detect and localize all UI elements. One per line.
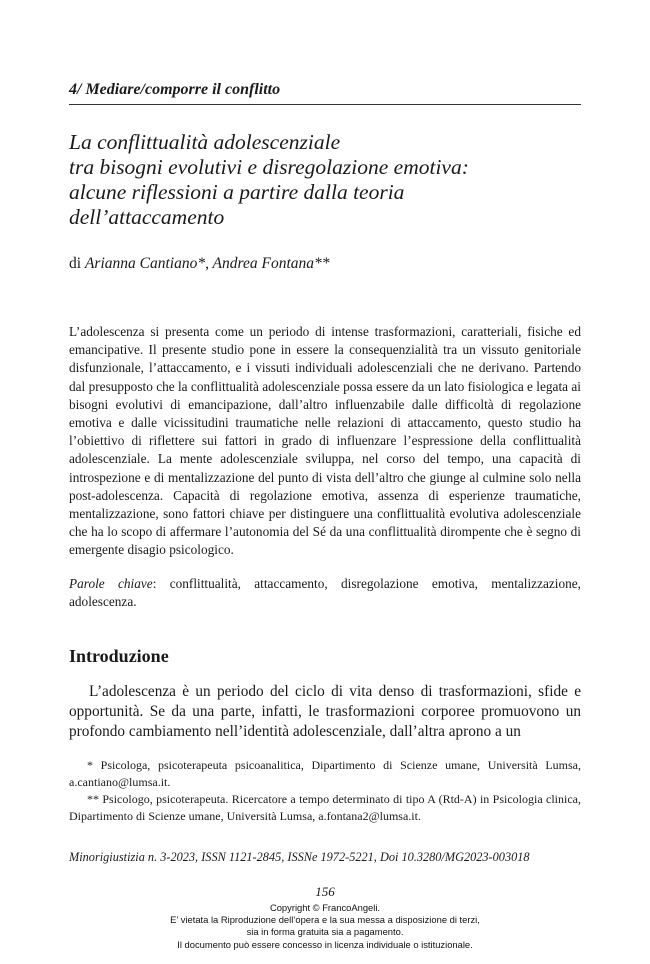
- author-names: Arianna Cantiano*, Andrea Fontana**: [84, 255, 330, 272]
- footnote: * Psicologa, psicoterapeuta psicoanalitica, Dipartimento di Scienze umane, Università Lumsa, a.cantiano@lumsa.it.: [69, 758, 581, 789]
- keywords-label: Parole chiave: [69, 576, 153, 591]
- authors-line: [69, 254, 581, 274]
- title-line: alcune riflessioni a partire dalla teoria: [69, 180, 405, 204]
- footnote: ** Psicologo, psicoterapeuta. Ricercatore a tempo determinato di tipo A (Rtd-A) in Psicologia clinica, Dipartimento di Scienze umane, Università Lumsa, a.fontana2@lumsa.it.: [69, 792, 581, 823]
- title-line: La conflittualità adolescenziale: [69, 130, 341, 154]
- section-header: 4/ Mediare/comporre il conflitto: [69, 81, 281, 98]
- intro-paragraph: L’adolescenza è un periodo del ciclo di vita denso di trasformazioni, sfide e opportunità. Se da una parte, infatti, le trasformazioni corporee promuovono un profondo cambiamento nell’identità adolescenziale, dall’altra aprono a un: [69, 683, 581, 740]
- copyright-notice: [0, 902, 650, 951]
- abstract: L’adolescenza si presenta come un periodo di intense trasformazioni, caratteriali, fisiche ed emancipative. Il presente studio pone in essere la consequenzialità tra un vissuto genitoriale disfunzionale, l’attaccamento, e i vissuti individuali adolescenziali che ne derivano. Partendo dal presupposto che la conflittualità adolescenziale possa essere da un lato fisiologica e legata ai bisogni evolutivi di emancipazione, dall’altro influenzabile dalle difficoltà di regolazione emotiva e dalle vicissitudini traumatiche nelle relazioni di attaccamento, questo studio ha l’obiettivo di riflettere sui fattori in grado di influenzare l’espressione della conflittualità adolescenziale. La mente adolescenziale sviluppa, nel corso del tempo, una capacità di introspezione e di mentalizzazione del punto di vista dell’altro che giunge al culmine solo nella post-adolescenza. Capacità di regolazione emotiva, assenza di esperienze traumatiche, mentalizzazione, sono fattori chiave per distinguere una conflittualità evolutiva adolescenziale che ha lo scopo di affermare l’autonomia del Sé da una conflittualità dirompente che è segno di emergente disagio psicologico.: [69, 324, 581, 558]
- article-title: [69, 130, 581, 230]
- copyright-line: sia in forma gratuita sia a pagamento.: [246, 926, 404, 938]
- section-heading-introduzione: Introduzione: [69, 646, 169, 666]
- journal-citation: Minorigiustizia n. 3-2023, ISSN 1121-2845, ISSNe 1972-5221, Doi 10.3280/MG2023-003018: [69, 850, 530, 864]
- footnotes: [69, 757, 581, 825]
- copyright-line: Copyright © FrancoAngeli.: [269, 902, 381, 913]
- copyright-line: Il documento può essere concesso in licenza individuale o istituzionale.: [177, 938, 473, 950]
- page-number: 156: [315, 884, 335, 899]
- keywords-text: : conflittualità, attaccamento, disregolazione emotiva, mentalizzazione, adolescenza.: [69, 576, 582, 610]
- header-rule: [69, 104, 581, 105]
- copyright-line: E’ vietata la Riproduzione dell’opera e la sua messa a disposizione di terzi,: [170, 914, 480, 926]
- keywords: [69, 575, 581, 611]
- title-line: dell’attaccamento: [69, 205, 225, 229]
- authors-prefix: di: [69, 255, 82, 272]
- title-line: tra bisogni evolutivi e disregolazione emotiva:: [69, 155, 469, 179]
